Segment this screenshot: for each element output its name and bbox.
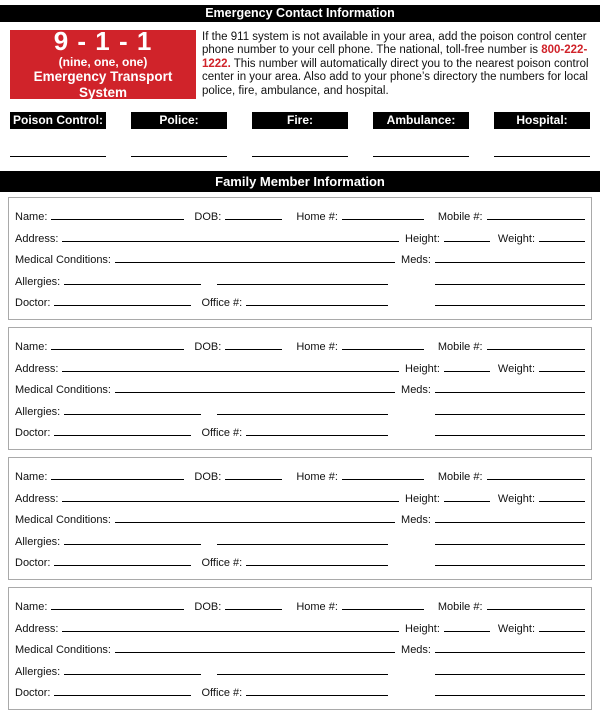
member-row-doctor	[15, 293, 585, 310]
weight-blank-line	[539, 489, 585, 502]
height-label: Height:	[405, 622, 440, 635]
member-row-name	[15, 207, 585, 224]
contact-blank-line	[373, 156, 469, 157]
name-blank-line	[51, 337, 184, 350]
meds-blank-line	[435, 250, 585, 263]
contact-label: Fire:	[252, 112, 348, 129]
meds-continuation-line-1	[435, 402, 585, 415]
mobile-phone-label: Mobile #:	[437, 601, 483, 613]
office-phone-label: Office #:	[201, 687, 243, 699]
height-label: Height:	[405, 492, 440, 505]
family-member-block	[8, 197, 592, 320]
address-label: Address:	[15, 492, 59, 505]
medical-conditions-label: Medical Conditions:	[15, 254, 111, 266]
meds-continuation-line-1	[435, 532, 585, 545]
allergies-continuation-line	[217, 272, 388, 285]
doctor-blank-line	[54, 293, 191, 306]
family-member-block	[8, 587, 592, 710]
member-row-doctor	[15, 423, 585, 440]
doctor-blank-line	[54, 423, 191, 436]
home-phone-label: Home #:	[296, 341, 338, 353]
name-blank-line	[51, 207, 184, 220]
meds-label: Meds:	[401, 514, 431, 526]
allergies-blank-line	[64, 402, 201, 415]
mobile-phone-blank-line	[487, 467, 585, 480]
meds-label: Meds:	[401, 644, 431, 656]
emergency-number: 9 - 1 - 1	[53, 26, 153, 56]
allergies-label: Allergies:	[15, 665, 61, 678]
office-phone-label: Office #:	[201, 557, 243, 569]
member-row-address	[15, 489, 585, 506]
contact-column	[252, 112, 348, 157]
member-row-allergies	[15, 532, 585, 549]
contact-blank-line	[131, 156, 227, 157]
medical-conditions-label: Medical Conditions:	[15, 384, 111, 396]
allergies-continuation-line	[217, 402, 388, 415]
home-phone-blank-line	[342, 467, 424, 480]
weight-blank-line	[539, 229, 585, 242]
allergies-blank-line	[64, 272, 201, 285]
allergies-blank-line	[64, 532, 201, 545]
member-row-allergies	[15, 662, 585, 679]
address-blank-line	[62, 489, 399, 502]
allergies-label: Allergies:	[15, 275, 61, 288]
intro-text-before: If the 911 system is not available in your area, add the poison control center phone number to your cell phone. The national, toll-free number is	[202, 31, 587, 57]
family-members	[0, 197, 600, 710]
name-label: Name:	[15, 471, 48, 483]
contact-label: Police:	[131, 112, 227, 129]
member-row-medical	[15, 510, 585, 527]
mobile-phone-blank-line	[487, 337, 585, 350]
medical-conditions-blank-line	[115, 250, 395, 263]
office-phone-blank-line	[246, 423, 388, 436]
member-row-medical	[15, 640, 585, 657]
doctor-blank-line	[54, 683, 191, 696]
member-row-address	[15, 229, 585, 246]
meds-blank-line	[435, 640, 585, 653]
emergency-911-box	[10, 26, 196, 100]
office-phone-blank-line	[246, 683, 388, 696]
mobile-phone-label: Mobile #:	[437, 211, 483, 223]
contact-column	[373, 112, 469, 157]
contact-label: Hospital:	[494, 112, 590, 129]
height-blank-line	[444, 229, 490, 242]
dob-blank-line	[225, 337, 282, 350]
dob-blank-line	[225, 597, 282, 610]
name-label: Name:	[15, 211, 48, 223]
member-row-medical	[15, 250, 585, 267]
dob-label: DOB:	[194, 211, 222, 223]
address-label: Address:	[15, 232, 59, 245]
emergency-contacts	[0, 112, 600, 157]
allergies-continuation-line	[217, 662, 388, 675]
medical-conditions-label: Medical Conditions:	[15, 644, 111, 656]
dob-blank-line	[225, 467, 282, 480]
intro-section	[0, 22, 600, 99]
member-row-address	[15, 619, 585, 636]
contact-blank-line	[252, 156, 348, 157]
contact-column	[494, 112, 590, 157]
member-row-name	[15, 467, 585, 484]
meds-label: Meds:	[401, 254, 431, 266]
allergies-continuation-line	[217, 532, 388, 545]
member-row-medical	[15, 380, 585, 397]
mobile-phone-blank-line	[487, 207, 585, 220]
member-row-doctor	[15, 553, 585, 570]
home-phone-label: Home #:	[296, 471, 338, 483]
member-row-allergies	[15, 402, 585, 419]
name-label: Name:	[15, 341, 48, 353]
address-label: Address:	[15, 622, 59, 635]
member-row-address	[15, 359, 585, 376]
mobile-phone-label: Mobile #:	[437, 471, 483, 483]
contact-column	[10, 112, 106, 157]
medical-conditions-label: Medical Conditions:	[15, 514, 111, 526]
allergies-label: Allergies:	[15, 535, 61, 548]
dob-blank-line	[225, 207, 282, 220]
doctor-label: Doctor:	[15, 687, 51, 699]
address-label: Address:	[15, 362, 59, 375]
meds-continuation-line-2	[435, 423, 585, 436]
weight-label: Weight:	[497, 362, 535, 375]
weight-label: Weight:	[497, 622, 535, 635]
home-phone-blank-line	[342, 207, 424, 220]
home-phone-blank-line	[342, 337, 424, 350]
weight-label: Weight:	[497, 492, 535, 505]
doctor-label: Doctor:	[15, 557, 51, 569]
contact-label: Poison Control:	[10, 112, 106, 129]
meds-label: Meds:	[401, 384, 431, 396]
meds-continuation-line-1	[435, 272, 585, 285]
dob-label: DOB:	[194, 601, 222, 613]
weight-label: Weight:	[497, 232, 535, 245]
height-blank-line	[444, 359, 490, 372]
doctor-label: Doctor:	[15, 297, 51, 309]
member-row-name	[15, 597, 585, 614]
allergies-blank-line	[64, 662, 201, 675]
medical-conditions-blank-line	[115, 380, 395, 393]
address-blank-line	[62, 229, 399, 242]
intro-text-after: This number will automatically direct you to the nearest poison control center in your area. Also add to your phone’s directory the numbers for local police, fire, ambulance, and hospital.	[202, 57, 589, 97]
emergency-number-words: (nine, one, one)	[58, 55, 148, 69]
intro-paragraph	[202, 30, 595, 99]
address-blank-line	[62, 619, 399, 632]
mobile-phone-label: Mobile #:	[437, 341, 483, 353]
medical-conditions-blank-line	[115, 510, 395, 523]
address-blank-line	[62, 359, 399, 372]
home-phone-label: Home #:	[296, 601, 338, 613]
doctor-label: Doctor:	[15, 427, 51, 439]
page-title: Emergency Contact Information	[0, 5, 600, 22]
home-phone-blank-line	[342, 597, 424, 610]
member-row-doctor	[15, 683, 585, 700]
mobile-phone-blank-line	[487, 597, 585, 610]
meds-blank-line	[435, 510, 585, 523]
family-member-block	[8, 327, 592, 450]
doctor-blank-line	[54, 553, 191, 566]
office-phone-label: Office #:	[201, 297, 243, 309]
dob-label: DOB:	[194, 471, 222, 483]
family-member-block	[8, 457, 592, 580]
contact-label: Ambulance:	[373, 112, 469, 129]
contact-column	[131, 112, 227, 157]
meds-continuation-line-1	[435, 662, 585, 675]
height-blank-line	[444, 489, 490, 502]
family-section-title: Family Member Information	[0, 171, 600, 192]
contact-blank-line	[494, 156, 590, 157]
member-row-name	[15, 337, 585, 354]
name-blank-line	[51, 597, 184, 610]
meds-continuation-line-2	[435, 683, 585, 696]
meds-continuation-line-2	[435, 553, 585, 566]
weight-blank-line	[539, 619, 585, 632]
home-phone-label: Home #:	[296, 211, 338, 223]
medical-conditions-blank-line	[115, 640, 395, 653]
meds-blank-line	[435, 380, 585, 393]
weight-blank-line	[539, 359, 585, 372]
height-label: Height:	[405, 362, 440, 375]
office-phone-label: Office #:	[201, 427, 243, 439]
dob-label: DOB:	[194, 341, 222, 353]
poison-control-phone-number: 800-222-1222.	[202, 44, 588, 70]
name-label: Name:	[15, 601, 48, 613]
office-phone-blank-line	[246, 293, 388, 306]
allergies-label: Allergies:	[15, 405, 61, 418]
meds-continuation-line-2	[435, 293, 585, 306]
name-blank-line	[51, 467, 184, 480]
emergency-subtitle: Emergency Transport System	[33, 69, 173, 100]
member-row-allergies	[15, 272, 585, 289]
contact-blank-line	[10, 156, 106, 157]
height-label: Height:	[405, 232, 440, 245]
office-phone-blank-line	[246, 553, 388, 566]
height-blank-line	[444, 619, 490, 632]
